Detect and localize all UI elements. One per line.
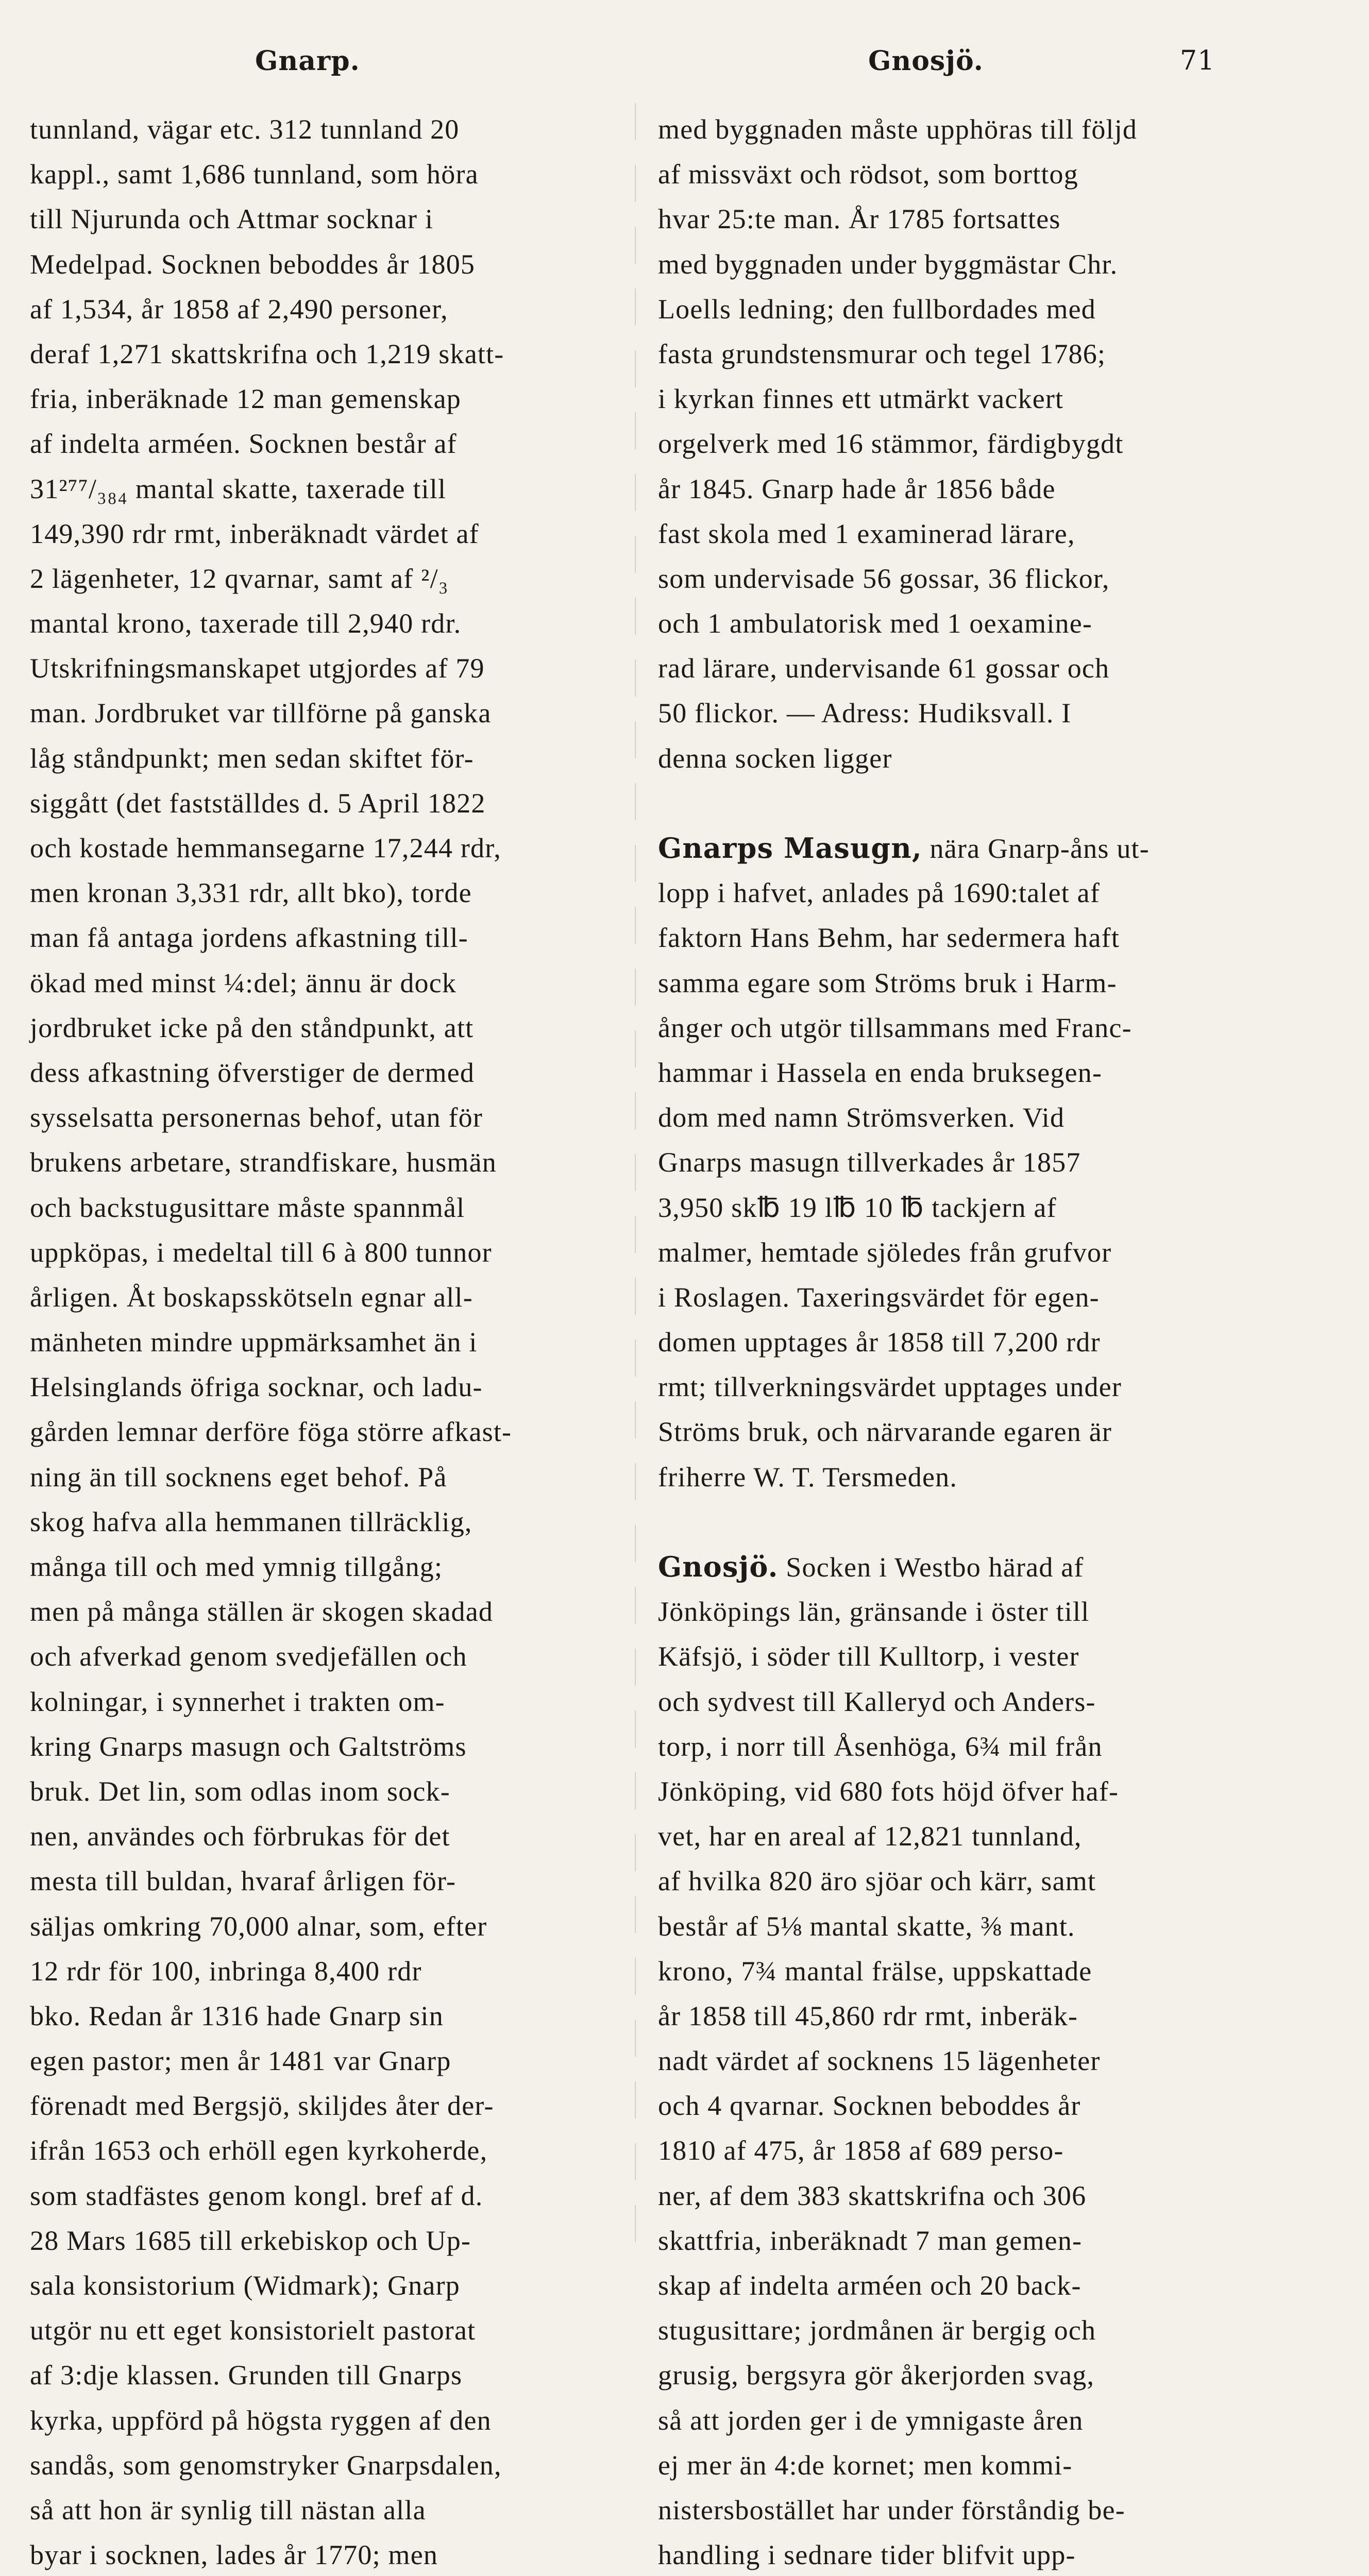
text-line: sala konsistorium (Widmark); Gnarp: [30, 2270, 460, 2301]
text-line: så att hon är synlig till nästan alla: [30, 2494, 426, 2526]
text-line: ånger och utgör tillsammans med Franc-: [658, 1012, 1132, 1043]
left-column: [30, 107, 617, 2576]
text-line: ifrån 1653 och erhöll egen kyrkoherde,: [30, 2135, 488, 2166]
entry-heading-gnarps-masugn: Gnarps Masugn,: [658, 832, 922, 865]
text-line: friherre W. T. Tersmeden.: [658, 1461, 958, 1493]
text-line: 31²⁷⁷/₃₈₄ mantal skatte, taxerade till: [30, 473, 447, 504]
text-line: så att jorden ger i de ymnigaste åren: [658, 2404, 1084, 2436]
text-line: Utskrifningsmanskapet utgjordes af 79: [30, 653, 485, 684]
text-line: man få antaga jordens afkastning till-: [30, 922, 468, 954]
text-line: skattfria, inberäknadt 7 man gemen-: [658, 2225, 1083, 2256]
text-line: i kyrkan finnes ett utmärkt vackert: [658, 383, 1064, 415]
text-line: denna socken ligger: [658, 742, 892, 774]
text-line: kring Gnarps masugn och Galtströms: [30, 1731, 467, 1762]
text-line: består af 5⅛ mantal skatte, ⅜ mant.: [658, 1910, 1075, 1942]
paragraph-gnarp-continued: [658, 107, 1250, 781]
text-line: nistersbostället har under förståndig be-: [658, 2494, 1125, 2526]
text-line: i Roslagen. Taxeringsvärdet för egen-: [658, 1281, 1100, 1313]
text-line: ökad med minst ¼:del; ännu är dock: [30, 967, 457, 998]
text-line: uppköpas, i medeltal till 6 à 800 tunnor: [30, 1236, 492, 1268]
text-line: samma egare som Ströms bruk i Harm-: [658, 967, 1117, 998]
paragraph-gap: [658, 1500, 1250, 1545]
text-line: låg ståndpunkt; men sedan skiftet för-: [30, 742, 474, 774]
text-line: ning än till socknens eget behof. På: [30, 1461, 447, 1493]
text-line: och afverkad genom svedjefällen och: [30, 1641, 467, 1672]
text-line: och 4 qvarnar. Socknen beboddes år: [658, 2090, 1081, 2122]
text-line: 12 rdr för 100, inbringa 8,400 rdr: [30, 1955, 422, 1987]
text-line: krono, 7¾ mantal frälse, uppskattade: [658, 1955, 1092, 1987]
text-line: 2 lägenheter, 12 qvarnar, samt af ²/₃: [30, 563, 449, 594]
text-line: af indelta arméen. Socknen består af: [30, 428, 457, 460]
right-column: [658, 107, 1250, 2576]
text-line: hammar i Hassela en enda bruksegen-: [658, 1057, 1103, 1088]
text-line: säljas omkring 70,000 alnar, som, efter: [30, 1910, 487, 1942]
text-line: mänheten mindre uppmärksamhet än i: [30, 1327, 478, 1358]
text-line: år 1858 till 45,860 rdr rmt, inberäk-: [658, 2000, 1078, 2031]
text-line: Jönköping, vid 680 fots höjd öfver haf-: [658, 1775, 1119, 1807]
text-line: rad lärare, undervisande 61 gossar och: [658, 653, 1110, 684]
text-line: ej mer än 4:de kornet; men kommi-: [658, 2449, 1073, 2481]
text-line: dom med namn Strömsverken. Vid: [658, 1102, 1065, 1133]
text-line: Ströms bruk, och närvarande egaren är: [658, 1416, 1112, 1448]
text-line: årligen. Åt boskapsskötseln egnar all-: [30, 1281, 473, 1313]
text-line: förenadt med Bergsjö, skiljdes åter der-: [30, 2090, 494, 2122]
text-line: utgör nu ett eget konsistorielt pastorat: [30, 2315, 476, 2346]
text-line: och sydvest till Kalleryd och Anders-: [658, 1686, 1096, 1717]
text-line: deraf 1,271 skattskrifna och 1,219 skatt-: [30, 338, 504, 369]
text-line: malmer, hemtade sjöledes från grufvor: [658, 1236, 1112, 1268]
text-line: nadt värdet af socknens 15 lägenheter: [658, 2045, 1101, 2077]
text-line: vet, har en areal af 12,821 tunnland,: [658, 1821, 1082, 1852]
text-line: af 3:dje klassen. Grunden till Gnarps: [30, 2360, 463, 2391]
text-line: af missväxt och rödsot, som borttog: [658, 159, 1078, 190]
text-line: bruk. Det lin, som odlas inom sock-: [30, 1775, 450, 1807]
text-line: sandås, som genomstryker Gnarpsdalen,: [30, 2449, 502, 2481]
text-line: [658, 826, 1250, 871]
text-line: med byggnaden under byggmästar Chr.: [658, 248, 1118, 280]
text-line: kyrka, uppförd på högsta ryggen af den: [30, 2404, 492, 2436]
text-line: mesta till buldan, hvaraf årligen för-: [30, 1866, 457, 1897]
text-line: bko. Redan år 1316 hade Gnarp sin: [30, 2000, 444, 2031]
text-line: af 1,534, år 1858 af 2,490 personer,: [30, 293, 448, 325]
text-line: Jönköpings län, gränsande i öster till: [658, 1596, 1090, 1628]
text-line: 28 Mars 1685 till erkebiskop och Up-: [30, 2225, 471, 2256]
text-line: mantal krono, taxerade till 2,940 rdr.: [30, 608, 462, 639]
paragraph-body: [658, 1589, 1250, 2576]
text-line: och 1 ambulatorisk med 1 oexamine-: [658, 608, 1093, 639]
text-line: 149,390 rdr rmt, inberäknadt värdet af: [30, 518, 479, 549]
text-line: som undervisade 56 gossar, 36 flickor,: [658, 563, 1110, 594]
paragraph-gnosjo: [658, 1545, 1250, 2576]
text-line: 1810 af 475, år 1858 af 689 perso-: [658, 2135, 1064, 2166]
text-line: 50 flickor. — Adress: Hudiksvall. I: [658, 698, 1072, 729]
text-line: kolningar, i synnerhet i trakten om-: [30, 1686, 445, 1717]
text-line: af hvilka 820 äro sjöar och kärr, samt: [658, 1866, 1096, 1897]
text-line: år 1845. Gnarp hade år 1856 både: [658, 473, 1056, 504]
text-fragment: Socken i Westbo härad af: [778, 1552, 1084, 1583]
text-line: lopp i hafvet, anlades på 1690:talet af: [658, 877, 1101, 909]
running-head-left: Gnarp.: [255, 45, 360, 77]
text-line: faktorn Hans Behm, har sedermera haft: [658, 922, 1120, 954]
text-line: till Njurunda och Attmar socknar i: [30, 204, 434, 235]
text-line: egen pastor; men år 1481 var Gnarp: [30, 2045, 451, 2077]
text-line: Medelpad. Socknen beboddes år 1805: [30, 248, 476, 280]
text-line: grusig, bergsyra gör åkerjorden svag,: [658, 2360, 1095, 2391]
entry-heading-gnosjo: Gnosjö.: [658, 1550, 779, 1583]
text-line: siggått (det fastställdes d. 5 April 1822: [30, 787, 486, 819]
text-line: Loells ledning; den fullbordades med: [658, 293, 1096, 325]
text-line: med byggnaden måste upphöras till följd: [658, 114, 1138, 145]
text-line: kappl., samt 1,686 tunnland, som höra: [30, 159, 479, 190]
text-line: dess afkastning öfverstiger de dermed: [30, 1057, 475, 1088]
text-line: ner, af dem 383 skattskrifna och 306: [658, 2180, 1087, 2211]
running-head-right: Gnosjö.: [868, 45, 984, 77]
page-number: 71: [1180, 45, 1215, 76]
text-line: [658, 1545, 1250, 1589]
text-line: brukens arbetare, strandfiskare, husmän: [30, 1147, 497, 1178]
text-line: stugusittare; jordmånen är bergig och: [658, 2315, 1096, 2346]
text-line: torp, i norr till Åsenhöga, 6¾ mil från: [658, 1731, 1103, 1762]
text-line: handling i sednare tider blifvit upp-: [658, 2539, 1076, 2571]
text-line: men på många ställen är skogen skadad: [30, 1596, 494, 1628]
text-line: fasta grundstensmurar och tegel 1786;: [658, 338, 1106, 369]
text-line: sysselsatta personernas behof, utan för: [30, 1102, 483, 1133]
text-line: skap af indelta arméen och 20 back-: [658, 2270, 1081, 2301]
paragraph-body: [658, 871, 1250, 1500]
text-line: och backstugusittare måste spannmål: [30, 1192, 465, 1223]
text-line: många till och med ymnig tillgång;: [30, 1551, 443, 1582]
text-line: fast skola med 1 examinerad lärare,: [658, 518, 1075, 549]
text-line: gården lemnar derföre föga större afkast-: [30, 1416, 512, 1448]
text-line: domen upptages år 1858 till 7,200 rdr: [658, 1327, 1101, 1358]
text-line: tunnland, vägar etc. 312 tunnland 20: [30, 114, 460, 145]
column-divider: [635, 103, 636, 2246]
text-line: nen, användes och förbrukas för det: [30, 1821, 450, 1852]
text-line: man. Jordbruket var tillförne på ganska: [30, 698, 492, 729]
text-line: skog hafva alla hemmanen tillräcklig,: [30, 1506, 472, 1537]
paragraph-gap: [658, 781, 1250, 826]
text-line: hvar 25:te man. År 1785 fortsattes: [658, 204, 1061, 235]
text-line: men kronan 3,331 rdr, allt bko), torde: [30, 877, 472, 909]
text-line: och kostade hemmansegarne 17,244 rdr,: [30, 833, 501, 863]
text-fragment: nära Gnarp-åns ut-: [922, 833, 1150, 864]
text-line: fria, inberäknade 12 man gemenskap: [30, 383, 461, 415]
text-line: rmt; tillverkningsvärdet upptages under: [658, 1371, 1122, 1403]
text-line: 3,950 sk℔ 19 l℔ 10 ℔ tackjern af: [658, 1192, 1057, 1223]
text-line: orgelverk med 16 stämmor, färdigbygdt: [658, 428, 1124, 460]
paragraph-gnarps-masugn: [658, 826, 1250, 1500]
text-line: Helsinglands öfriga socknar, och ladu-: [30, 1371, 483, 1403]
text-line: Gnarps masugn tillverkades år 1857: [658, 1147, 1081, 1178]
text-line: jordbruket icke på den ståndpunkt, att: [30, 1012, 474, 1043]
text-line: Käfsjö, i söder till Kulltorp, i vester: [658, 1641, 1079, 1672]
text-line: som stadfästes genom kongl. bref af d.: [30, 2180, 483, 2211]
text-line: byar i socknen, lades år 1770; men: [30, 2539, 438, 2571]
